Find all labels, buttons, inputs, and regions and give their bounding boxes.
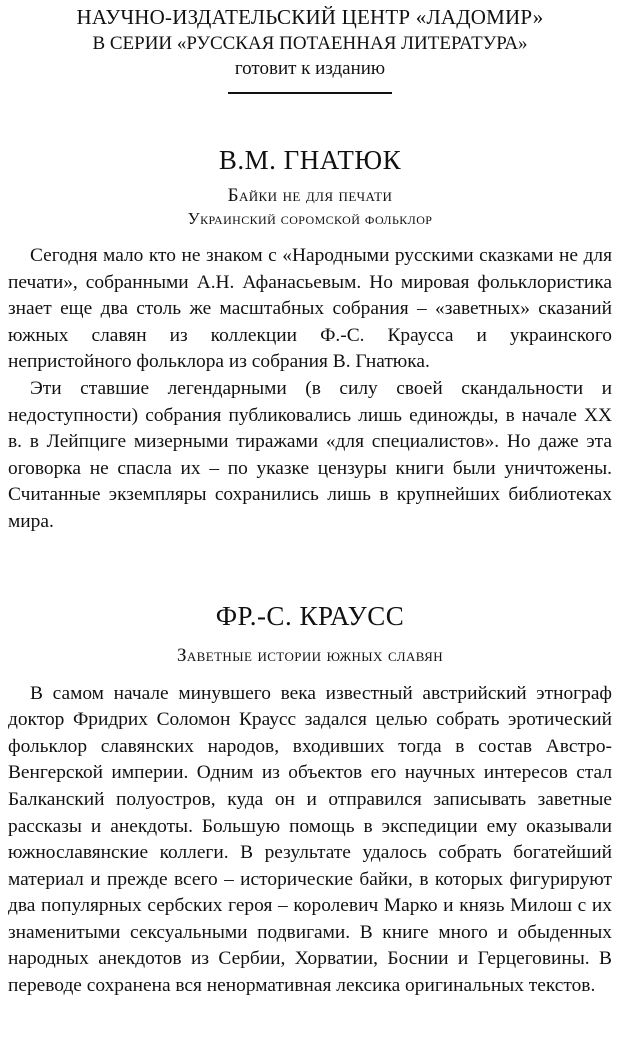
book-description	[8, 681, 612, 1000]
series-name: В СЕРИИ «РУССКАЯ ПОТАЕННАЯ ЛИТЕРАТУРА»	[92, 33, 528, 54]
book-description	[8, 243, 612, 536]
book-title: Заветные истории южных славян	[176, 644, 444, 666]
book-gnatyuk	[8, 144, 612, 536]
publisher-name: НАУЧНО-ИЗДАТЕЛЬСКИЙ ЦЕНТР «ЛАДОМИР»	[76, 5, 544, 29]
book-krauss	[8, 600, 612, 1000]
header-divider	[228, 92, 392, 94]
page	[0, 4, 620, 1037]
book-author: В.М. ГНАТЮК	[218, 145, 402, 175]
book-subtitle: Украинский соромской фольклор	[187, 209, 433, 228]
description-paragraph: Эти ставшие легендарными (в силу своей скандальности и недоступности) собрания публиковались лишь единожды, в начале XX в. в Лейпциге мизерными тиражами «для специалистов». Но даже эта оговорка не спасла их – по указке цензуры книги были уничтожены. Считанные экземпляры сохранились лишь в крупнейших библиотеках мира.	[8, 377, 612, 532]
announcement-text: готовит к изданию	[234, 58, 386, 79]
description-paragraph: Сегодня мало кто не знаком с «Народными русскими сказками не для печати», собранными А.Н. Афанасьевым. Но мировая фольклористика знает еще два столь же масштабных собрания – «заветных» сказаний южных славян из коллекции Ф.-С. Краусса и украинского непристойного фольклора из собрания В. Гнатюка.	[8, 245, 612, 373]
book-author: ФР.-С. КРАУСС	[215, 600, 405, 631]
book-title: Байки не для печати	[227, 185, 393, 206]
description-paragraph: В самом начале минувшего века известный австрийский этнограф доктор Фридрих Соломон Краусс задался целью собрать эротический фольклор славянских народов, входивших тогда в состав Австро-Венгерской империи. Одним из объектов его научных интересов стал Балканский полуостров, куда он и отправился записывать заветные рассказы и анекдоты. Большую помощь в экспедиции ему оказывали южнославянские коллеги. В результате удалось собрать богатейший материал и прежде всего – исторические байки, в которых фигурируют два популярных сербских героя – королевич Марко и князь Милош с их знаменитыми сексуальными подвигами. В книге много и обыденных народных анекдотов из Сербии, Хорватии, Боснии и Герцеговины. В переводе сохранена вся ненормативная лексика оригинальных текстов.	[8, 682, 612, 997]
publisher-header	[8, 4, 612, 94]
